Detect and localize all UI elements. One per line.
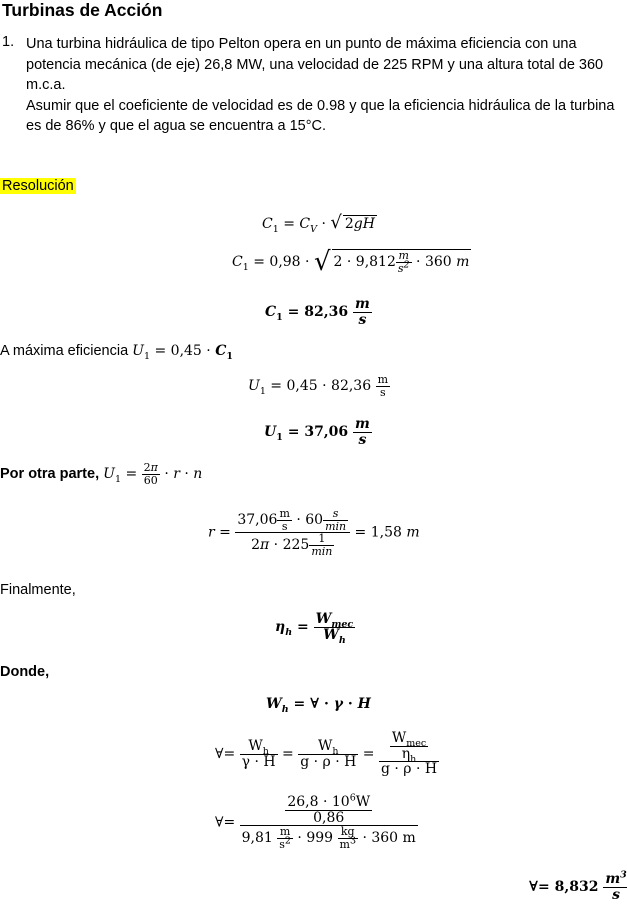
rotational-speed-line: Por otra parte, $U_1$ = $\frac{2\pi}{60}$ · r · n xyxy=(0,461,203,487)
gravity-value: 9,812 xyxy=(355,254,396,271)
equation-c1-substitution: $C_1 = 0,98$ · √ 2 · 9,812 $\frac{m}{s^2}$ · 360 m xyxy=(232,247,470,277)
c1-coefficient: 0,98 xyxy=(269,254,301,270)
otra-parte-label: Por otra parte, xyxy=(0,466,100,483)
equation-u1-substitution: $U_1 = 0,45 \cdot 82,36$ $\frac{m}{s}$ xyxy=(248,373,389,399)
problem-paragraph-2: Asumir que el coeficiente de velocidad es de 0.98 y que la eficiencia hidráulica de la turbina es de 86% y que el agua se encuentra a 15°C. xyxy=(26,97,615,134)
u1-result-value: 37,06 xyxy=(304,424,349,441)
equation-c1-result: $C_1 = 82,36$ $\frac{m}{s}$ xyxy=(265,296,370,328)
flow-result-value: 8,832 xyxy=(554,879,599,896)
equation-flow-substitution: ∀= $\frac{26,8 \cdot 10^6W}{0,86}$ 9,81 $\frac{m}{s^2}$ · 999 $\frac{kg}{m^3}$ · 360 m xyxy=(215,792,416,851)
equation-hydraulic-efficiency: $\eta_h$ = $\frac{W_{mec}}{W_h}$ xyxy=(275,611,354,646)
c1-result-value: 82,36 xyxy=(304,304,349,321)
equation-flow-result: ∀= 8,832 $\frac{m^3}{s}$ xyxy=(529,869,627,903)
equation-radius: r = 37,06 $\frac{m}{s}$ · 60 $\frac{s}{\min}$ 2π · 225 $\frac{1}{\min}$ = 1,58 m xyxy=(208,507,420,558)
equation-hydraulic-power: $W_h$ = ∀ · γ · H xyxy=(266,696,371,715)
problem-statement xyxy=(26,34,622,137)
problem-paragraph-1: Una turbina hidráulica de tipo Pelton opera en un punto de máxima eficiencia con una potencia mecánica (de eje) 26,8 MW, una velocidad de 225 RPM y una altura total de 360 m.c.a. xyxy=(26,36,604,93)
problem-number: 1. xyxy=(2,34,15,50)
max-efficiency-line: A máxima eficiencia $U_1 = 0,45 \cdot C_1$ xyxy=(0,343,233,362)
equation-c1-definition: $C_1 = C_V$ · √ 2gH xyxy=(262,212,375,235)
donde-label: Donde, xyxy=(0,664,50,680)
finalmente-label: Finalmente, xyxy=(0,582,76,598)
equation-u1-result: $U_1 = 37,06$ $\frac{m}{s}$ xyxy=(264,416,370,448)
head-value: 360 xyxy=(424,254,452,271)
page-title: Turbinas de Acción xyxy=(2,0,163,20)
equation-flow-derivation: ∀= $\frac{W_h}{\gamma \cdot H}$ = $\frac{W_h}{g \cdot \rho \cdot H}$ = $\frac{\frac{W_{mec}}{\eta_h}}{g \cdot \rho \cdot H}$ xyxy=(215,730,438,778)
max-efficiency-label: A máxima eficiencia xyxy=(0,343,129,359)
radius-result-value: 1,58 xyxy=(370,524,402,541)
resolution-heading: Resolución xyxy=(2,178,74,194)
